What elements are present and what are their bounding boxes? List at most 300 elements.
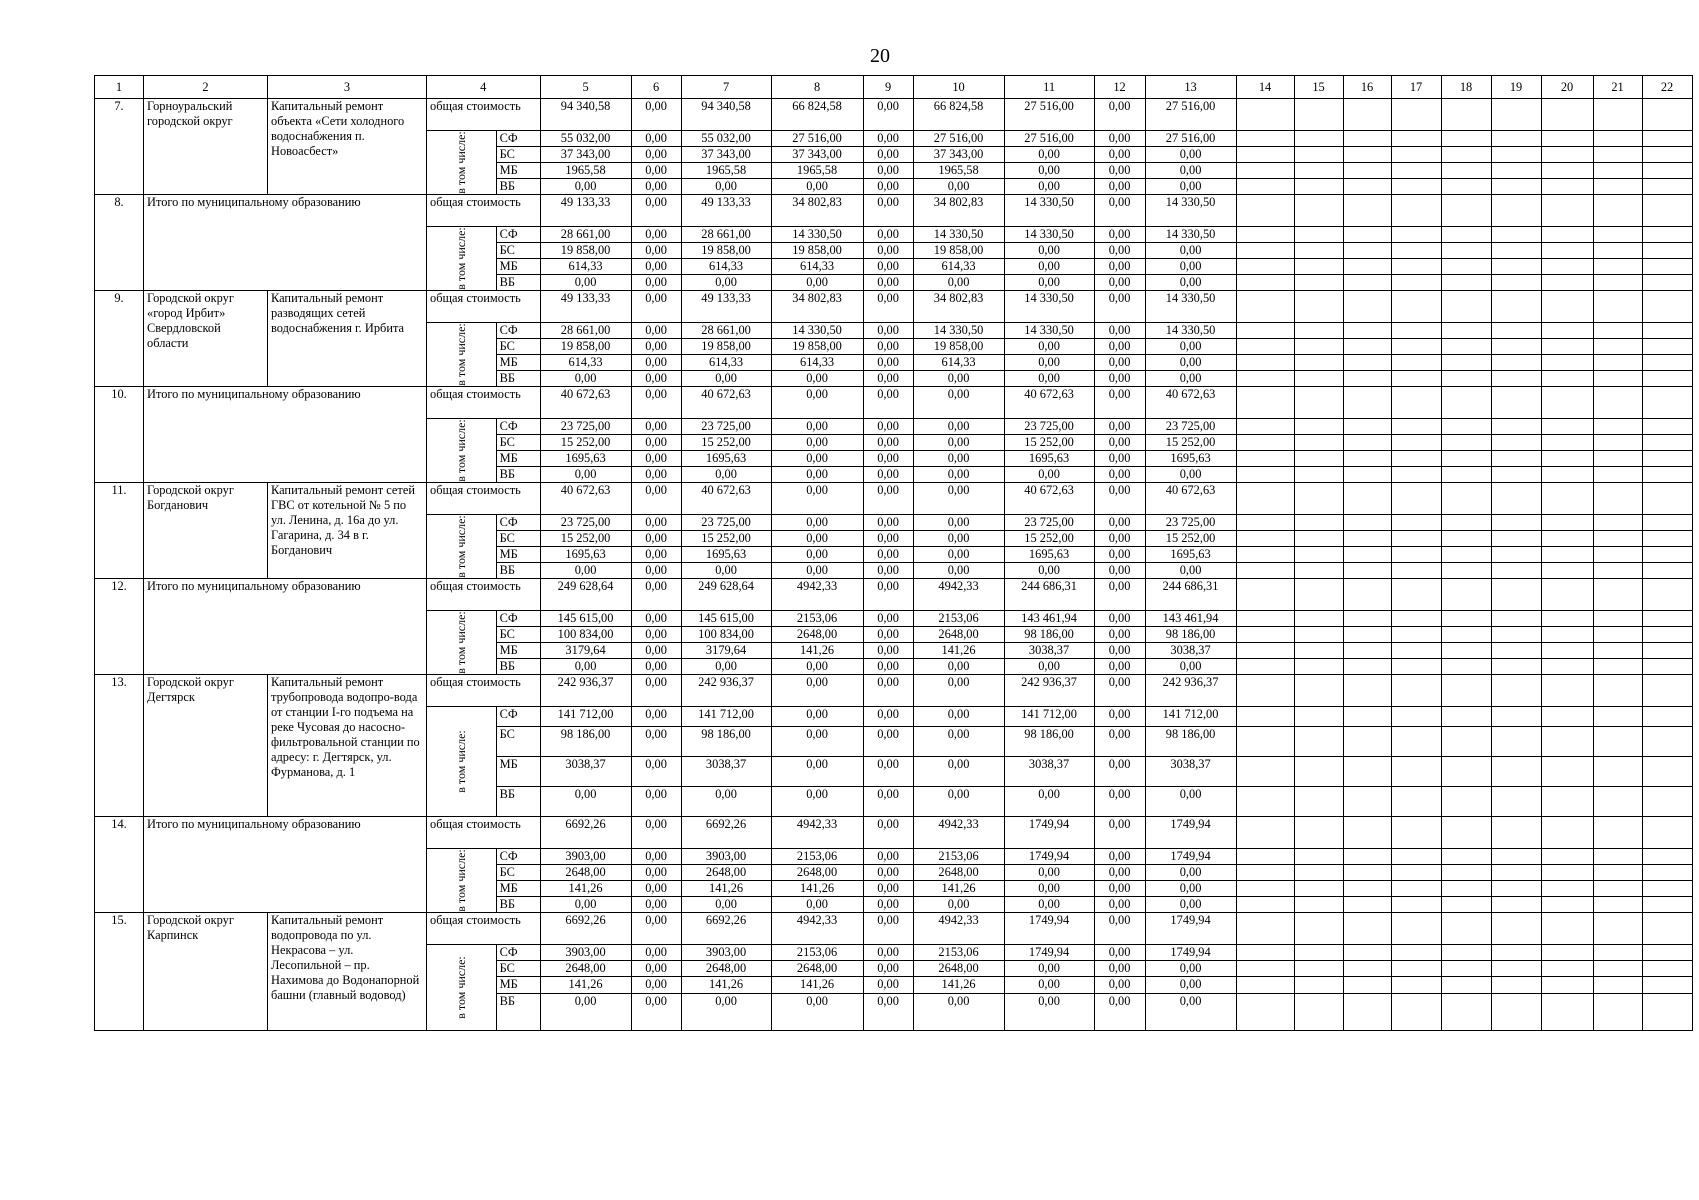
header-cell: 1 [95, 76, 144, 99]
empty-cell [1236, 707, 1294, 727]
entry-total-row [95, 675, 1693, 707]
empty-cell [1593, 913, 1642, 945]
empty-cell [1541, 994, 1593, 1031]
empty-cell [1294, 881, 1343, 897]
entry-total-row [95, 913, 1693, 945]
funding-code: БС [496, 865, 540, 881]
empty-cell [1491, 243, 1541, 259]
funding-code: МБ [496, 547, 540, 563]
value-cell: 0,00 [1094, 757, 1145, 787]
value-cell: 0,00 [1094, 727, 1145, 757]
value-cell: 19 858,00 [771, 243, 863, 259]
value-cell: 14 330,50 [913, 227, 1004, 243]
empty-cell [1391, 817, 1441, 849]
empty-cell [1491, 99, 1541, 131]
value-cell: 0,00 [1094, 659, 1145, 675]
empty-cell [1441, 131, 1491, 147]
value-cell: 0,00 [863, 339, 913, 355]
value-cell: 49 133,33 [540, 195, 631, 227]
included-label-cell [427, 945, 497, 1031]
empty-cell [1541, 913, 1593, 945]
empty-cell [1541, 727, 1593, 757]
value-cell: 145 615,00 [540, 611, 631, 627]
empty-cell [1541, 259, 1593, 275]
value-cell: 0,00 [681, 179, 771, 195]
empty-cell [1541, 643, 1593, 659]
value-cell: 0,00 [1145, 865, 1236, 881]
funding-code: БС [496, 435, 540, 451]
empty-cell [1541, 179, 1593, 195]
empty-cell [1294, 355, 1343, 371]
value-cell: 0,00 [631, 643, 681, 659]
value-cell: 0,00 [631, 707, 681, 727]
value-cell: 6692,26 [540, 913, 631, 945]
funding-code: ВБ [496, 371, 540, 387]
value-cell: 249 628,64 [681, 579, 771, 611]
empty-cell [1642, 627, 1692, 643]
value-cell: 55 032,00 [540, 131, 631, 147]
budget-table [94, 75, 1693, 1031]
funding-code: ВБ [496, 897, 540, 913]
value-cell: 0,00 [913, 675, 1004, 707]
empty-cell [1642, 675, 1692, 707]
empty-cell [1343, 787, 1391, 817]
value-cell: 0,00 [631, 515, 681, 531]
empty-cell [1642, 994, 1692, 1031]
header-cell: 7 [681, 76, 771, 99]
empty-cell [1642, 179, 1692, 195]
value-cell: 141,26 [771, 881, 863, 897]
empty-cell [1491, 259, 1541, 275]
funding-code: ВБ [496, 659, 540, 675]
funding-code: БС [496, 961, 540, 977]
empty-cell [1294, 483, 1343, 515]
empty-cell [1541, 611, 1593, 627]
empty-cell [1236, 371, 1294, 387]
value-cell: 0,00 [1094, 387, 1145, 419]
value-cell: 0,00 [540, 787, 631, 817]
empty-cell [1593, 451, 1642, 467]
value-cell: 0,00 [631, 275, 681, 291]
value-cell: 0,00 [631, 611, 681, 627]
empty-cell [1642, 563, 1692, 579]
empty-cell [1294, 163, 1343, 179]
value-cell: 141,26 [681, 977, 771, 994]
empty-cell [1236, 339, 1294, 355]
empty-cell [1541, 945, 1593, 961]
value-cell: 28 661,00 [681, 323, 771, 339]
value-cell: 0,00 [631, 961, 681, 977]
empty-cell [1541, 99, 1593, 131]
value-cell: 2153,06 [913, 849, 1004, 865]
empty-cell [1642, 163, 1692, 179]
empty-cell [1343, 977, 1391, 994]
empty-cell [1642, 275, 1692, 291]
value-cell: 0,00 [1094, 275, 1145, 291]
empty-cell [1491, 195, 1541, 227]
value-cell: 0,00 [1094, 99, 1145, 131]
value-cell: 2153,06 [771, 945, 863, 961]
value-cell: 0,00 [771, 483, 863, 515]
value-cell: 23 725,00 [681, 419, 771, 435]
empty-cell [1343, 994, 1391, 1031]
value-cell: 1965,58 [681, 163, 771, 179]
value-cell: 0,00 [771, 659, 863, 675]
empty-cell [1541, 163, 1593, 179]
empty-cell [1541, 563, 1593, 579]
value-cell: 145 615,00 [681, 611, 771, 627]
header-cell: 5 [540, 76, 631, 99]
value-cell: 28 661,00 [540, 227, 631, 243]
value-cell: 3903,00 [540, 849, 631, 865]
value-cell: 614,33 [540, 259, 631, 275]
total-cost-label: общая стоимость [427, 817, 541, 849]
empty-cell [1491, 849, 1541, 865]
value-cell: 0,00 [863, 881, 913, 897]
empty-cell [1294, 451, 1343, 467]
value-cell: 15 252,00 [540, 435, 631, 451]
empty-cell [1236, 259, 1294, 275]
value-cell: 40 672,63 [1004, 483, 1094, 515]
value-cell: 3179,64 [540, 643, 631, 659]
empty-cell [1491, 371, 1541, 387]
empty-cell [1593, 227, 1642, 243]
empty-cell [1593, 195, 1642, 227]
empty-cell [1541, 435, 1593, 451]
value-cell: 1695,63 [1004, 451, 1094, 467]
value-cell: 0,00 [540, 467, 631, 483]
empty-cell [1642, 579, 1692, 611]
value-cell: 0,00 [1145, 659, 1236, 675]
empty-cell [1593, 757, 1642, 787]
empty-cell [1441, 913, 1491, 945]
value-cell: 15 252,00 [1145, 435, 1236, 451]
value-cell: 27 516,00 [771, 131, 863, 147]
value-cell: 0,00 [1094, 243, 1145, 259]
empty-cell [1294, 147, 1343, 163]
funding-code: БС [496, 627, 540, 643]
empty-cell [1441, 994, 1491, 1031]
empty-cell [1541, 371, 1593, 387]
empty-cell [1541, 977, 1593, 994]
value-cell: 0,00 [681, 563, 771, 579]
value-cell: 0,00 [913, 897, 1004, 913]
funding-code: БС [496, 147, 540, 163]
empty-cell [1642, 387, 1692, 419]
value-cell: 0,00 [913, 419, 1004, 435]
header-cell: 12 [1094, 76, 1145, 99]
empty-cell [1491, 291, 1541, 323]
value-cell: 66 824,58 [771, 99, 863, 131]
empty-cell [1441, 945, 1491, 961]
empty-cell [1491, 945, 1541, 961]
empty-cell [1294, 179, 1343, 195]
empty-cell [1441, 355, 1491, 371]
empty-cell [1391, 371, 1441, 387]
value-cell: 143 461,94 [1004, 611, 1094, 627]
value-cell: 0,00 [631, 387, 681, 419]
value-cell: 0,00 [913, 371, 1004, 387]
value-cell: 0,00 [631, 881, 681, 897]
empty-cell [1593, 994, 1642, 1031]
value-cell: 0,00 [1094, 467, 1145, 483]
entry-municipality: Городской округ Богданович [144, 483, 268, 579]
value-cell: 0,00 [913, 727, 1004, 757]
value-cell: 27 516,00 [1145, 99, 1236, 131]
value-cell: 15 252,00 [1004, 435, 1094, 451]
total-cost-label: общая стоимость [427, 387, 541, 419]
value-cell: 0,00 [681, 467, 771, 483]
empty-cell [1593, 547, 1642, 563]
empty-cell [1593, 339, 1642, 355]
value-cell: 3179,64 [681, 643, 771, 659]
value-cell: 0,00 [540, 179, 631, 195]
empty-cell [1343, 99, 1391, 131]
value-cell: 0,00 [863, 977, 913, 994]
empty-cell [1642, 323, 1692, 339]
empty-cell [1541, 675, 1593, 707]
value-cell: 0,00 [913, 275, 1004, 291]
header-cell: 20 [1541, 76, 1593, 99]
empty-cell [1642, 291, 1692, 323]
included-label: в том числе: [453, 849, 468, 912]
empty-cell [1343, 259, 1391, 275]
value-cell: 0,00 [863, 355, 913, 371]
empty-cell [1343, 371, 1391, 387]
value-cell: 0,00 [863, 323, 913, 339]
empty-cell [1441, 977, 1491, 994]
funding-code: БС [496, 531, 540, 547]
empty-cell [1491, 727, 1541, 757]
value-cell: 141,26 [681, 881, 771, 897]
empty-cell [1236, 323, 1294, 339]
empty-cell [1391, 994, 1441, 1031]
funding-code: СФ [496, 707, 540, 727]
value-cell: 0,00 [863, 371, 913, 387]
value-cell: 98 186,00 [1004, 627, 1094, 643]
empty-cell [1541, 707, 1593, 727]
empty-cell [1441, 275, 1491, 291]
value-cell: 23 725,00 [681, 515, 771, 531]
value-cell: 143 461,94 [1145, 611, 1236, 627]
empty-cell [1294, 291, 1343, 323]
value-cell: 3038,37 [1004, 757, 1094, 787]
funding-code: ВБ [496, 275, 540, 291]
value-cell: 0,00 [913, 659, 1004, 675]
value-cell: 141,26 [540, 977, 631, 994]
value-cell: 0,00 [1094, 131, 1145, 147]
value-cell: 14 330,50 [771, 323, 863, 339]
empty-cell [1593, 467, 1642, 483]
value-cell: 94 340,58 [540, 99, 631, 131]
empty-cell [1343, 131, 1391, 147]
value-cell: 2648,00 [681, 961, 771, 977]
value-cell: 0,00 [863, 627, 913, 643]
empty-cell [1491, 515, 1541, 531]
empty-cell [1236, 994, 1294, 1031]
empty-cell [1294, 435, 1343, 451]
entry-description: Капитальный ремонт объекта «Сети холодного водоснабжения п. Новоасбест» [268, 99, 427, 195]
value-cell: 0,00 [1145, 355, 1236, 371]
value-cell: 0,00 [681, 371, 771, 387]
value-cell: 0,00 [631, 291, 681, 323]
empty-cell [1391, 643, 1441, 659]
empty-cell [1441, 675, 1491, 707]
empty-cell [1491, 707, 1541, 727]
value-cell: 40 672,63 [1145, 483, 1236, 515]
value-cell: 0,00 [1004, 977, 1094, 994]
empty-cell [1541, 131, 1593, 147]
empty-cell [1541, 339, 1593, 355]
value-cell: 3038,37 [1145, 757, 1236, 787]
empty-cell [1236, 643, 1294, 659]
included-label: в том числе: [453, 419, 468, 482]
empty-cell [1642, 467, 1692, 483]
value-cell: 1749,94 [1145, 945, 1236, 961]
empty-cell [1593, 291, 1642, 323]
empty-cell [1236, 961, 1294, 977]
value-cell: 0,00 [1004, 961, 1094, 977]
value-cell: 614,33 [913, 259, 1004, 275]
value-cell: 0,00 [1145, 259, 1236, 275]
funding-code: ВБ [496, 787, 540, 817]
empty-cell [1343, 179, 1391, 195]
value-cell: 0,00 [863, 579, 913, 611]
value-cell: 23 725,00 [1145, 419, 1236, 435]
value-cell: 40 672,63 [540, 387, 631, 419]
empty-cell [1391, 727, 1441, 757]
value-cell: 3038,37 [1004, 643, 1094, 659]
value-cell: 0,00 [771, 371, 863, 387]
empty-cell [1236, 611, 1294, 627]
empty-cell [1642, 897, 1692, 913]
value-cell: 141 712,00 [1004, 707, 1094, 727]
value-cell: 0,00 [631, 757, 681, 787]
value-cell: 0,00 [771, 515, 863, 531]
value-cell: 0,00 [863, 467, 913, 483]
entry-number: 8. [95, 195, 144, 291]
entry-municipality: Городской округ Дегтярск [144, 675, 268, 817]
included-label: в том числе: [453, 131, 468, 194]
value-cell: 1749,94 [1004, 913, 1094, 945]
value-cell: 49 133,33 [540, 291, 631, 323]
value-cell: 0,00 [863, 643, 913, 659]
empty-cell [1391, 291, 1441, 323]
value-cell: 0,00 [913, 467, 1004, 483]
empty-cell [1642, 913, 1692, 945]
empty-cell [1236, 467, 1294, 483]
value-cell: 1695,63 [540, 451, 631, 467]
value-cell: 0,00 [1094, 707, 1145, 727]
value-cell: 0,00 [1094, 675, 1145, 707]
empty-cell [1593, 483, 1642, 515]
value-cell: 0,00 [1094, 547, 1145, 563]
empty-cell [1294, 227, 1343, 243]
empty-cell [1391, 275, 1441, 291]
empty-cell [1491, 897, 1541, 913]
value-cell: 0,00 [913, 707, 1004, 727]
value-cell: 2153,06 [771, 611, 863, 627]
value-cell: 40 672,63 [1145, 387, 1236, 419]
empty-cell [1541, 817, 1593, 849]
empty-cell [1236, 243, 1294, 259]
empty-cell [1541, 387, 1593, 419]
empty-cell [1236, 865, 1294, 881]
entry-total-row [95, 579, 1693, 611]
value-cell: 27 516,00 [1004, 131, 1094, 147]
empty-cell [1391, 675, 1441, 707]
value-cell: 0,00 [631, 977, 681, 994]
empty-cell [1541, 195, 1593, 227]
value-cell: 40 672,63 [681, 483, 771, 515]
header-cell: 16 [1343, 76, 1391, 99]
empty-cell [1593, 387, 1642, 419]
empty-cell [1236, 355, 1294, 371]
value-cell: 0,00 [913, 757, 1004, 787]
value-cell: 0,00 [540, 994, 631, 1031]
empty-cell [1541, 881, 1593, 897]
empty-cell [1541, 483, 1593, 515]
value-cell: 141,26 [540, 881, 631, 897]
value-cell: 34 802,83 [913, 195, 1004, 227]
empty-cell [1642, 659, 1692, 675]
value-cell: 0,00 [631, 897, 681, 913]
empty-cell [1343, 727, 1391, 757]
value-cell: 0,00 [771, 707, 863, 727]
value-cell: 0,00 [631, 659, 681, 675]
empty-cell [1593, 259, 1642, 275]
value-cell: 0,00 [1094, 291, 1145, 323]
value-cell: 0,00 [1094, 817, 1145, 849]
value-cell: 19 858,00 [681, 243, 771, 259]
value-cell: 3903,00 [681, 945, 771, 961]
value-cell: 0,00 [863, 131, 913, 147]
value-cell: 0,00 [913, 387, 1004, 419]
entry-municipality: Горноуральский городской округ [144, 99, 268, 195]
value-cell: 0,00 [631, 195, 681, 227]
empty-cell [1343, 897, 1391, 913]
empty-cell [1343, 467, 1391, 483]
entry-total-row [95, 817, 1693, 849]
value-cell: 0,00 [1145, 977, 1236, 994]
empty-cell [1236, 659, 1294, 675]
value-cell: 0,00 [1145, 371, 1236, 387]
value-cell: 244 686,31 [1145, 579, 1236, 611]
empty-cell [1236, 227, 1294, 243]
value-cell: 0,00 [1094, 627, 1145, 643]
value-cell: 1749,94 [1145, 849, 1236, 865]
value-cell: 0,00 [771, 179, 863, 195]
value-cell: 0,00 [631, 371, 681, 387]
value-cell: 0,00 [863, 275, 913, 291]
empty-cell [1642, 547, 1692, 563]
value-cell: 0,00 [863, 435, 913, 451]
value-cell: 27 516,00 [1145, 131, 1236, 147]
value-cell: 23 725,00 [1004, 419, 1094, 435]
empty-cell [1236, 435, 1294, 451]
empty-cell [1491, 817, 1541, 849]
empty-cell [1441, 147, 1491, 163]
value-cell: 66 824,58 [913, 99, 1004, 131]
empty-cell [1294, 419, 1343, 435]
empty-cell [1593, 243, 1642, 259]
value-cell: 14 330,50 [1004, 291, 1094, 323]
value-cell: 614,33 [681, 355, 771, 371]
included-label: в том числе: [453, 956, 468, 1019]
entry-subtotal-label: Итого по муниципальному образованию [144, 387, 427, 483]
empty-cell [1491, 435, 1541, 451]
empty-cell [1343, 881, 1391, 897]
